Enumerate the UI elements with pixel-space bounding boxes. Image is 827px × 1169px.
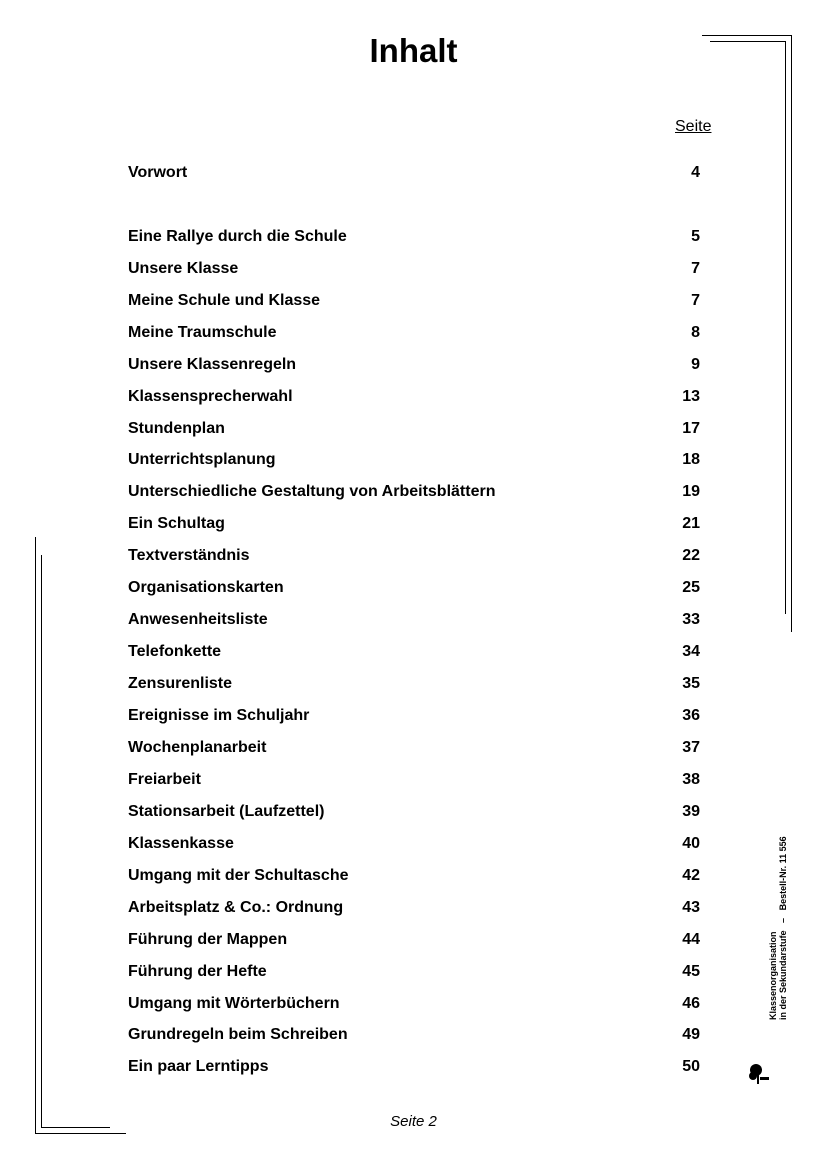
frame-line: [791, 35, 792, 632]
frame-line: [41, 1127, 110, 1128]
toc-entry-page: 38: [682, 771, 700, 788]
toc-entry-page: 17: [682, 420, 700, 437]
toc-entry-page: 37: [682, 739, 700, 756]
toc-entry-label: Unsere Klassenregeln: [128, 356, 297, 373]
toc-entry-page: 34: [682, 643, 700, 660]
frame-line: [41, 555, 42, 1128]
toc-entry-label: Meine Traumschule: [128, 324, 277, 341]
toc-entry-label: Meine Schule und Klasse: [128, 292, 321, 309]
toc-entry[interactable]: [128, 162, 700, 184]
toc-entry[interactable]: [128, 705, 700, 727]
toc-entry-page: 4: [691, 164, 700, 181]
toc-entry[interactable]: [128, 993, 700, 1015]
toc-entry-page: 50: [682, 1058, 700, 1075]
toc-entry-label: Textverständnis: [128, 547, 250, 564]
toc-entry-label: Wochenplanarbeit: [128, 739, 267, 756]
toc-entry[interactable]: [128, 673, 700, 695]
toc-entry[interactable]: [128, 226, 700, 248]
toc-entry-page: 8: [691, 324, 700, 341]
toc-entry-label: Arbeitsplatz & Co.: Ordnung: [128, 899, 344, 916]
toc-entry-label: Ereignisse im Schuljahr: [128, 707, 310, 724]
toc-entry-page: 21: [682, 515, 700, 532]
toc-entry-label: Umgang mit der Schultasche: [128, 867, 349, 884]
toc-entry-page: 7: [691, 292, 700, 309]
page-number-footer: Seite 2: [390, 1113, 437, 1130]
toc-entry[interactable]: [128, 290, 700, 312]
toc-entry-page: 22: [682, 547, 700, 564]
toc-entry[interactable]: [128, 929, 700, 951]
toc-entry[interactable]: [128, 545, 700, 567]
toc-entry-page: 39: [682, 803, 700, 820]
toc-entry-page: 18: [682, 451, 700, 468]
toc-entry-label: Organisationskarten: [128, 579, 284, 596]
page-column-header: Seite: [675, 118, 712, 135]
toc-entry-page: 40: [682, 835, 700, 852]
toc-entry-page: 49: [682, 1026, 700, 1043]
toc-entry-label: Telefonkette: [128, 643, 222, 660]
toc-entry-page: 9: [691, 356, 700, 373]
frame-line: [785, 41, 786, 614]
toc-entry[interactable]: [128, 513, 700, 535]
frame-line: [35, 1133, 126, 1134]
toc-entry[interactable]: [128, 577, 700, 599]
toc-entry-label: Freiarbeit: [128, 771, 201, 788]
toc-entry-page: 33: [682, 611, 700, 628]
toc-entry-label: Umgang mit Wörterbüchern: [128, 995, 340, 1012]
toc-entry-label: Führung der Mappen: [128, 931, 288, 948]
frame-line: [710, 41, 786, 42]
sidebar-title-line1: Klassenorganisation: [768, 931, 778, 1020]
toc-entry-page: 7: [691, 260, 700, 277]
toc-entry-label: Ein Schultag: [128, 515, 225, 532]
toc-entry-page: 42: [682, 867, 700, 884]
toc-entry[interactable]: [128, 481, 700, 503]
toc-entry[interactable]: [128, 354, 700, 376]
toc-entry-label: Führung der Hefte: [128, 963, 267, 980]
toc-entry[interactable]: [128, 641, 700, 663]
toc-entry-page: 36: [682, 707, 700, 724]
toc-entry[interactable]: [128, 801, 700, 823]
toc-entry-page: 5: [691, 228, 700, 245]
publisher-sidebar: [768, 836, 788, 1020]
toc-entry-label: Unterschiedliche Gestaltung von Arbeitsblättern: [128, 483, 496, 500]
toc-entry[interactable]: [128, 833, 700, 855]
toc-entry-label: Klassenkasse: [128, 835, 234, 852]
sidebar-separator: –: [778, 917, 788, 923]
toc-entry[interactable]: [128, 1056, 700, 1078]
toc-entry-label: Vorwort: [128, 164, 188, 181]
toc-entry-label: Ein paar Lerntipps: [128, 1058, 269, 1075]
toc-entry[interactable]: [128, 258, 700, 280]
toc-entry-label: Zensurenliste: [128, 675, 233, 692]
toc-entry-page: 43: [682, 899, 700, 916]
tree-logo-icon: [748, 1062, 770, 1086]
frame-line: [702, 35, 792, 36]
toc-entry-label: Klassensprecherwahl: [128, 388, 293, 405]
toc-entry-label: Unterrichtsplanung: [128, 451, 276, 468]
toc-entry[interactable]: [128, 322, 700, 344]
toc-entry[interactable]: [128, 386, 700, 408]
toc-entry[interactable]: [128, 1024, 700, 1046]
toc-entry-label: Eine Rallye durch die Schule: [128, 228, 347, 245]
publisher-logo: [748, 1062, 770, 1086]
toc-entry-page: 46: [682, 995, 700, 1012]
toc-entry[interactable]: [128, 769, 700, 791]
toc-entry[interactable]: [128, 449, 700, 471]
toc-entry[interactable]: [128, 897, 700, 919]
toc-entry-page: 13: [682, 388, 700, 405]
toc-entry-label: Stundenplan: [128, 420, 225, 437]
toc-entry-label: Anwesenheitsliste: [128, 611, 268, 628]
toc-entry[interactable]: [128, 418, 700, 440]
toc-entry-label: Unsere Klasse: [128, 260, 239, 277]
frame-line: [35, 537, 36, 1134]
toc-entry-label: Grundregeln beim Schreiben: [128, 1026, 348, 1043]
toc-entry[interactable]: [128, 609, 700, 631]
page-title: Inhalt: [369, 32, 458, 69]
toc-entry-page: 44: [682, 931, 700, 948]
toc-entry-page: 19: [682, 483, 700, 500]
sidebar-title-line2: in der Sekundarstufe: [778, 930, 788, 1020]
toc-entry-page: 25: [682, 579, 700, 596]
sidebar-order-number: Bestell-Nr. 11 556: [778, 836, 788, 911]
toc-entry-label: Stationsarbeit (Laufzettel): [128, 803, 325, 820]
toc-entry-page: 45: [682, 963, 700, 980]
toc-entry[interactable]: [128, 865, 700, 887]
toc-entry[interactable]: [128, 737, 700, 759]
toc-entry[interactable]: [128, 961, 700, 983]
toc-entry-page: 35: [682, 675, 700, 692]
